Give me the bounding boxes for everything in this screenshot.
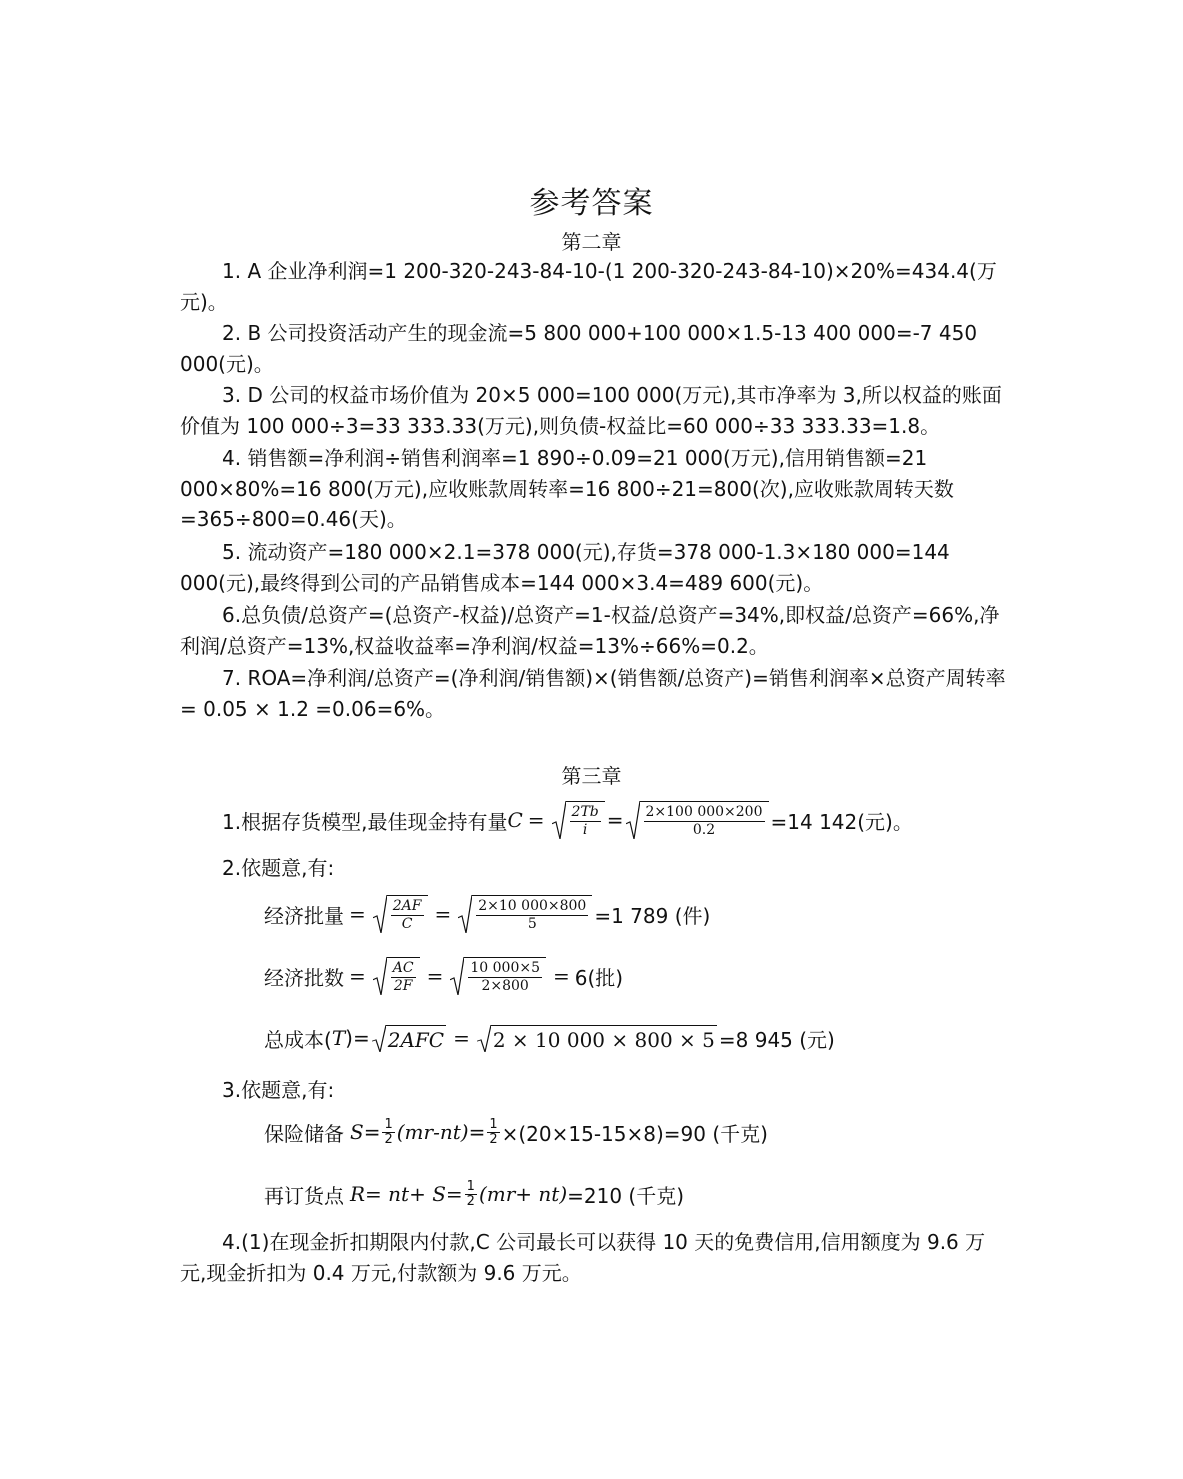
cost-rad1: 2AFC	[386, 1025, 446, 1052]
reorder-expr2: (mr+ nt)	[478, 1182, 568, 1206]
q1-f2-num: 2×100 000×200	[645, 804, 763, 820]
cost-sqrt-1	[372, 1025, 446, 1052]
half-den-2: 2	[489, 1131, 498, 1147]
chapter-3-heading: 第三章	[561, 764, 622, 788]
half-num-1: 1	[384, 1116, 393, 1132]
cost-close: )=	[345, 1026, 370, 1050]
batch-sqrt-2	[458, 895, 592, 933]
ch2-answer-5: 5. 流动资产=180 000×2.1=378 000(元),存货=378 000-1.3×180 000=144 000(元),最终得到公司的产品销售成本=144 000×3.4=489 600(元)。	[180, 540, 950, 595]
reorder-result: =210 (千克)	[567, 1183, 685, 1208]
q1-prefix: 1.根据存货模型,最佳现金持有量	[222, 809, 508, 834]
q1-sqrt-1	[552, 801, 605, 839]
ch3-q2-count: 经济批数 = $\frac{AC}{2F}$ = $\frac{10 000\times 5}{2\times 800}$ = 6(批)	[264, 950, 623, 1002]
half-num-2: 1	[489, 1116, 498, 1132]
batch-sqrt-1	[373, 895, 428, 933]
count-f2-den: 2×800	[481, 978, 529, 994]
q1-f1-den: i	[582, 822, 588, 838]
ch3-q2-cost: 总成本( T )= 2AFC = 2 × 10 000 × 800 × 5 =8 945 (元)	[264, 1022, 835, 1054]
reorder-label: 再订货点	[264, 1183, 344, 1208]
ch3-q3-reorder	[264, 1174, 684, 1214]
q1-f1-num: 2Tb	[571, 804, 599, 820]
safety-label: 保险储备	[264, 1121, 344, 1146]
safety-var: S	[350, 1120, 364, 1144]
ch2-answer-3: 3. D 公司的权益市场价值为 20×5 000=100 000(万元),其市净率为 3,所以权益的账面价值为 100 000÷3=33 333.33(万元),则负债-权益比=60 000÷33 333.33=1.8。	[180, 383, 1002, 438]
cost-rad2: 2 × 10 000 × 800 × 5	[491, 1025, 717, 1052]
cost-sqrt-2	[477, 1025, 717, 1052]
cost-label: 总成本(	[264, 1027, 332, 1052]
batch-label: 经济批量	[264, 903, 344, 928]
batch-f1-den: C	[401, 916, 413, 932]
page-title: 参考答案	[529, 186, 654, 221]
cost-result: =8 945 (元)	[718, 1027, 835, 1052]
count-label: 经济批数	[264, 965, 344, 990]
ch2-answer-2: 2. B 公司投资活动产生的现金流=5 800 000+100 000×1.5-13 400 000=-7 450 000(元)。	[180, 321, 978, 376]
ch2-answer-1: 1. A 企业净利润=1 200-320-243-84-10-(1 200-320-243-84-10)×20%=434.4(万元)。	[180, 259, 997, 314]
ch2-answer-6: 6.总负债/总资产=(总资产-权益)/总资产=1-权益/总资产=34%,即权益/总资产=66%,净利润/总资产=13%,权益收益率=净利润/权益=13%÷66%=0.2。	[180, 603, 1000, 658]
count-sqrt-2	[450, 957, 546, 995]
ch3-q3-intro: 3.依题意,有:	[222, 1078, 335, 1102]
cost-var: T	[331, 1026, 346, 1050]
count-f1-num: AC	[392, 960, 414, 976]
safety-expr: (mr-nt)	[396, 1120, 469, 1144]
ch2-answer-4: 4. 销售额=净利润÷销售利润率=1 890÷0.09=21 000(万元),信用销售额=21 000×80%=16 800(万元),应收账款周转率=16 800÷21=800(次),应收账款周转天数=365÷800=0.46(天)。	[180, 446, 954, 531]
count-result: 6(批)	[574, 965, 624, 990]
ch3-answer-4: 4.(1)在现金折扣期限内付款,C 公司最长可以获得 10 天的免费信用,信用额度为 9.6 万元,现金折扣为 0.4 万元,付款额为 9.6 万元。	[180, 1230, 986, 1285]
count-f2-num: 10 000×5	[470, 960, 540, 976]
chapter-2-heading: 第二章	[561, 230, 622, 254]
q1-sqrt-2	[626, 801, 769, 839]
q1-var: C	[507, 808, 523, 832]
ch3-q3-safety: 保险储备 S = $\frac{1}{2}$ (mr-nt) = $\frac{1}{2}$ ×(20×15-15×8)=90 (千克)	[264, 1116, 768, 1147]
batch-f1-num: 2AF	[392, 898, 422, 914]
batch-f2-den: 5	[527, 916, 537, 932]
count-sqrt-1	[373, 957, 420, 995]
ch3-q2-batch: 经济批量 = $\frac{2AF}{C}$ = $\frac{2\times 10 000\times 800}{5}$ =1 789 (件)	[264, 888, 710, 940]
count-f1-den: 2F	[393, 978, 413, 994]
safety-calc: ×(20×15-15×8)=90 (千克)	[501, 1121, 768, 1146]
batch-f2-num: 2×10 000×800	[478, 898, 587, 914]
q1-result: =14 142(元)。	[770, 809, 913, 834]
ch3-answer-1: 1.根据存货模型,最佳现金持有量 C = $\frac{2Tb}{i}$ = $\frac{2\times 100 000\times 200}{0.2}$ =14 142(元)。	[222, 796, 913, 844]
batch-result: =1 789 (件)	[594, 903, 711, 928]
reorder-expr: R= nt+ S=	[350, 1182, 463, 1206]
half-den-3: 2	[466, 1193, 475, 1209]
half-den-1: 2	[384, 1131, 393, 1147]
q1-f2-den: 0.2	[692, 822, 716, 838]
ch3-q2-intro: 2.依题意,有:	[222, 856, 335, 880]
half-num-3: 1	[466, 1178, 475, 1194]
ch2-answer-7: 7. ROA=净利润/总资产=(净利润/销售额)×(销售额/总资产)=销售利润率×总资产周转率= 0.05 × 1.2 =0.06=6%。	[180, 666, 1006, 721]
